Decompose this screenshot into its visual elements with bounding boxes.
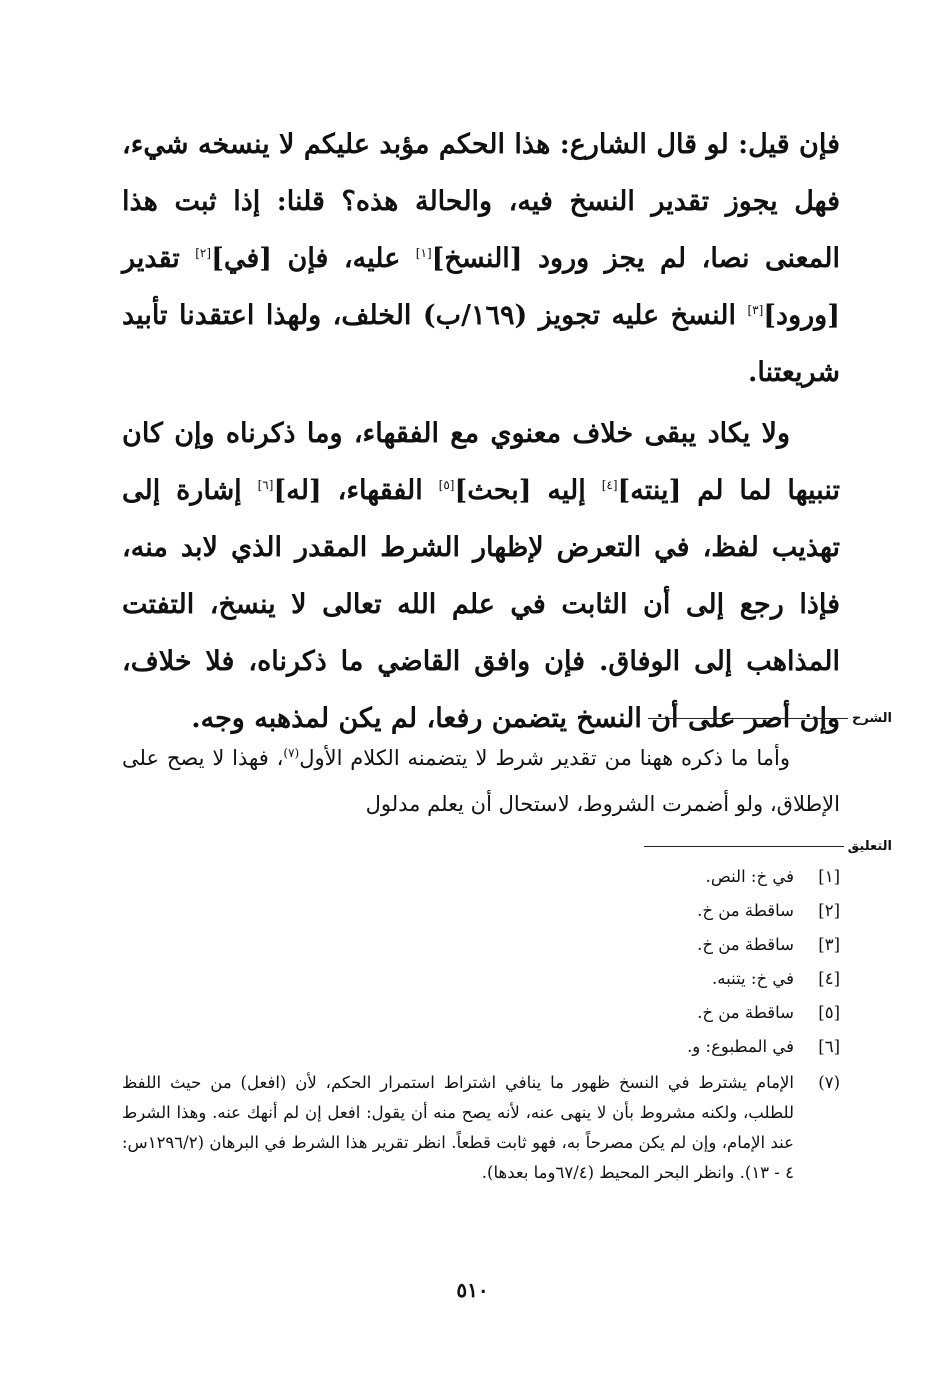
- footnote-text: ساقطة من خ.: [697, 935, 794, 954]
- sharh-rule: [648, 718, 848, 719]
- taaliq-label: التعليق: [847, 838, 892, 854]
- footnote-item: [122, 1030, 840, 1064]
- footnote-text: في خ: يتنبه.: [712, 969, 794, 988]
- footnote-number: [٢]: [818, 901, 840, 920]
- page-number: ٥١٠: [456, 1278, 489, 1302]
- note-ref-5[interactable]: [٥]: [438, 478, 455, 492]
- footnote-number: (٧): [818, 1073, 840, 1092]
- taaliq-divider: [122, 836, 892, 856]
- footnote-text: في خ: النص.: [705, 867, 794, 886]
- note-ref-3[interactable]: [٣]: [747, 303, 764, 317]
- note-ref-6[interactable]: [٦]: [257, 478, 274, 492]
- footnote-number: [٥]: [818, 1003, 840, 1022]
- footnote-item: [122, 996, 840, 1030]
- sharh-label: الشرح: [851, 710, 892, 726]
- footnote-number: [٤]: [818, 969, 840, 988]
- footnotes-list: [122, 860, 840, 1188]
- footnote-number: [٣]: [818, 935, 840, 954]
- footnote-number: [٦]: [818, 1037, 840, 1056]
- footnote-item: [122, 860, 840, 894]
- note-ref-2[interactable]: [٢]: [195, 246, 212, 260]
- main-paragraph-1: فإن قيل: لو قال الشارع: هذا الحكم مؤبد عليكم لا ينسخه شيء، فهل يجوز تقدير النسخ فيه، والحالة هذه؟ قلنا: إذا ثبت هذا المعنى نصا، لم يجز ورود [النسخ][١] عليه، فإن [في][٢] تقدير [ورود][٣] النسخ عليه تجويز (١٦٩/ب) الخلف، ولهذا اعتقدنا تأبيد شريعتنا.: [122, 129, 840, 388]
- footnote-item: [122, 928, 840, 962]
- footnote-text: في المطبوع: و.: [687, 1037, 794, 1056]
- footnote-item: [122, 962, 840, 996]
- note-ref-1[interactable]: [١]: [415, 246, 432, 260]
- main-text: [122, 116, 840, 751]
- commentary-text: [122, 735, 840, 827]
- footnote-item: [122, 894, 840, 928]
- commentary-paragraph: وأما ما ذكره ههنا من تقدير شرط لا يتضمنه الكلام الأول$^{(٧)}$، فهذا لا يصح على الإطلاق، ولو أضمرت الشروط، لاستحال أن يعلم مدلول: [122, 746, 840, 816]
- footnote-text: ساقطة من خ.: [697, 1003, 794, 1022]
- main-paragraph-2: ولا يكاد يبقى خلاف معنوي مع الفقهاء، وما ذكرناه وإن كان تنبيها لما لم [ينته][٤] إليه [بحث][٥] الفقهاء، [له][٦] إشارة إلى تهذيب لفظ، في التعرض لإظهار الشرط المقدر الذي لابد منه، فإذا رجع إلى أن الثابت في علم الله تعالى لا ينسخ، التفتت المذاهب إلى الوفاق. فإن وافق القاضي ما ذكرناه، فلا خلاف، وإن أصر على أن النسخ يتضمن رفعا، لم يكن لمذهبه وجه.: [122, 418, 840, 734]
- footnote-text: الإمام يشترط في النسخ ظهور ما ينافي اشتراط استمرار الحكم، لأن (افعل) من حيث اللفظ للطلب، ولكنه مشروط بأن لا ينهى عنه، لأنه يصح منه أن يقول: افعل إن لم أنهك عنه. وهذا الشرط عند الإمام، وإن لم يكن مصرحاً به، فهو ثابت قطعاً. انظر تقرير هذا الشرط في البرهان (١٢٩٦/٢س: ٤ - ١٣). وانظر البحر المحيط (٦٧/٤وما بعدها).: [122, 1073, 794, 1182]
- footnote-number: [١]: [818, 867, 840, 886]
- note-ref-7[interactable]: (٧): [283, 746, 300, 760]
- note-ref-4[interactable]: [٤]: [601, 478, 618, 492]
- footnote-text: ساقطة من خ.: [697, 901, 794, 920]
- sharh-divider: [122, 708, 892, 728]
- taaliq-rule: [644, 846, 844, 847]
- footnote-item: [122, 1068, 840, 1188]
